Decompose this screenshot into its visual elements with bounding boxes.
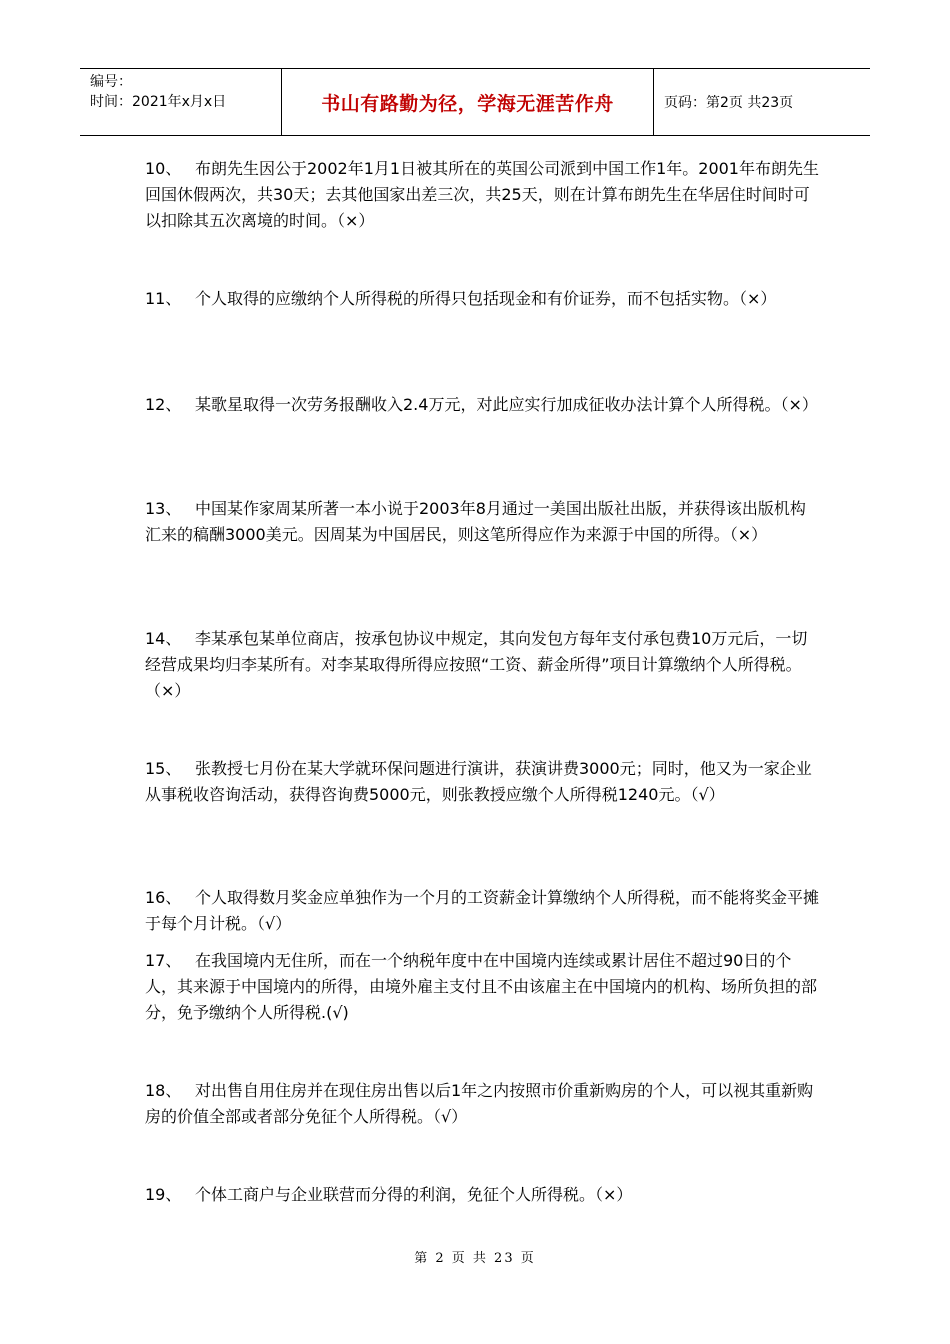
question-item: 13、 中国某作家周某所著一本小说于2003年8月通过一美国出版社出版，并获得该出版机构汇来的稿酬3000美元。因周某为中国居民，则这笔所得应作为来源于中国的所得。（×）: [145, 499, 806, 544]
header-page-cell: [654, 69, 870, 135]
page-label: 页码：第2页 共23页: [664, 95, 794, 111]
page-footer: 第 2 页 共 23 页: [414, 1251, 536, 1266]
question-item: 12、 某歌星取得一次劳务报酬收入2.4万元，对此应实行加成征收办法计算个人所得税。（×）: [145, 395, 818, 414]
question-item: 15、 张教授七月份在某大学就环保问题进行演讲，获演讲费3000元；同时，他又为一家企业从事税收咨询活动，获得咨询费5000元，则张教授应缴个人所得税1240元。（√）: [145, 759, 812, 804]
question-item: 10、 布朗先生因公于2002年1月1日被其所在的英国公司派到中国工作1年。2001年布朗先生回国休假两次，共30天；去其他国家出差三次，共25天，则在计算布朗先生在华居住时间时可以扣除其五次离境的时间。（×）: [145, 159, 819, 230]
page-header: [80, 68, 870, 136]
code-label: 编号：: [90, 74, 132, 90]
question-item: 17、 在我国境内无住所，而在一个纳税年度中在中国境内连续或累计居住不超过90日的个人，其来源于中国境内的所得，由境外雇主支付且不由该雇主在中国境内的机构、场所负担的部分，免予缴纳个人所得税.(√): [145, 951, 818, 1022]
question-item: 16、 个人取得数月奖金应单独作为一个月的工资薪金计算缴纳个人所得税，而不能将奖金平摊于每个月计税。（√）: [145, 888, 820, 933]
question-item: 11、 个人取得的应缴纳个人所得税的所得只包括现金和有价证券，而不包括实物。（×）: [145, 289, 777, 308]
motto: 书山有路勤为径，学海无涯苦作舟: [321, 92, 614, 115]
question-item: 14、 李某承包某单位商店，按承包协议中规定，其向发包方每年支付承包费10万元后，一切经营成果均归李某所有。对李某取得所得应按照“工资、薪金所得”项目计算缴纳个人所得税。（×）: [145, 629, 808, 700]
time-label: 时间：2021年x月x日: [90, 94, 227, 110]
question-item: 19、 个体工商户与企业联营而分得的利润，免征个人所得税。（×）: [145, 1185, 633, 1204]
header-motto-cell: [282, 69, 654, 135]
header-meta: [80, 69, 282, 135]
question-item: 18、 对出售自用住房并在现住房出售以后1年之内按照市价重新购房的个人，可以视其重新购房的价值全部或者部分免征个人所得税。（√）: [145, 1081, 814, 1126]
